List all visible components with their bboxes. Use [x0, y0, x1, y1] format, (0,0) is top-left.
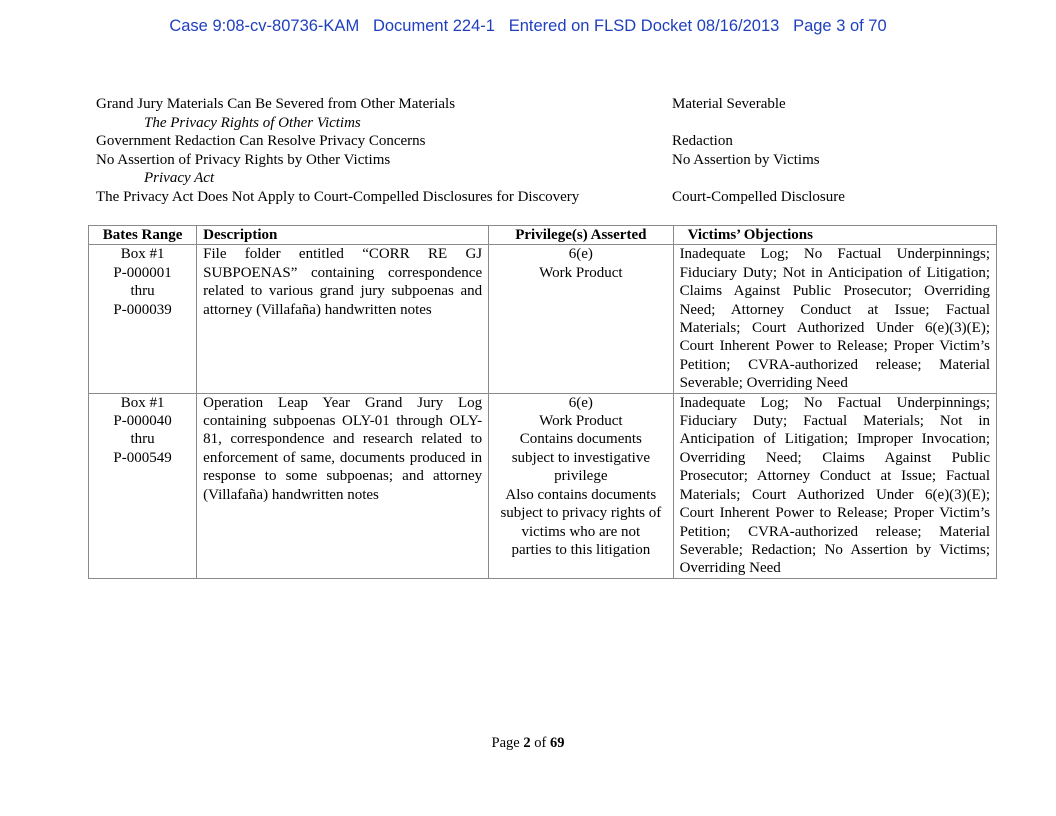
- header-document: Document 224-1: [372, 17, 495, 35]
- bates-line: P-000001: [113, 264, 172, 281]
- privilege-line: Contains documents: [519, 431, 642, 448]
- bates-range-cell: [89, 393, 197, 578]
- privilege-line: Also contains documents: [505, 486, 657, 503]
- privilege-line: Work Product: [539, 264, 623, 281]
- outline-row: [96, 188, 996, 207]
- privilege-line: 6(e): [568, 246, 593, 263]
- header-victims-objections: Victims’ Objections: [673, 226, 996, 245]
- header-entered: Entered on FLSD Docket 08/16/2013: [508, 17, 780, 35]
- bates-line: P-000040: [113, 413, 172, 430]
- privileges-cell: [489, 245, 673, 393]
- privileges-cell: [489, 393, 673, 578]
- bates-line: P-000549: [113, 449, 172, 466]
- footer-of: of: [534, 735, 547, 751]
- outline-subheading: The Privacy Rights of Other Victims: [144, 114, 361, 131]
- header-case: Case 9:08-cv-80736-KAM: [169, 17, 360, 35]
- outline-label: Material Severable: [672, 96, 786, 112]
- privilege-line: victims who are not: [521, 523, 641, 540]
- bates-line: thru: [130, 283, 155, 300]
- outline-row: [96, 114, 996, 133]
- footer-current-page: 2: [523, 735, 531, 751]
- bates-line: Box #1: [120, 246, 165, 263]
- privilege-line: parties to this litigation: [511, 541, 651, 558]
- bates-line: thru: [130, 431, 155, 448]
- outline-row: [96, 151, 996, 170]
- privilege-line: 6(e): [568, 394, 593, 411]
- objections-cell: Inadequate Log; No Factual Underpinnings; Fiduciary Duty; Not in Anticipation of Litigation; Claims Against Public Prosecutor; Overriding Need; Attorney Conduct at Issue; Factual Materials; Court Authorized Under 6(e)(3)(E); Court Inherent Power to Release; Proper Victim’s Petition; CVRA-authorized release; Material Severable; Overriding Need: [673, 245, 996, 393]
- footer-prefix: Page: [491, 735, 520, 751]
- bates-line: P-000039: [113, 301, 172, 318]
- objection-outline: [96, 95, 996, 206]
- docket-header: [0, 17, 1056, 36]
- header-bates-range: Bates Range: [89, 226, 197, 245]
- description-cell: Operation Leap Year Grand Jury Log containing subpoenas OLY-01 through OLY-81, correspondence and research related to enforcement of same, documents produced in response to some subpoenas; and attorney (Villafaña) handwritten notes: [197, 393, 489, 578]
- outline-subheading: Privacy Act: [144, 170, 215, 186]
- description-cell: File folder entitled “CORR RE GJ SUBPOENAS” containing correspondence related to various grand jury subpoenas and attorney (Villafaña) handwritten notes: [197, 245, 489, 393]
- outline-row: [96, 95, 996, 114]
- table-row: [89, 393, 997, 578]
- header-privileges: Privilege(s) Asserted: [489, 226, 673, 245]
- privilege-log-table: [88, 225, 997, 579]
- footer-total-pages: 69: [549, 735, 565, 751]
- outline-label: Redaction: [672, 133, 733, 149]
- page-footer: [0, 735, 1056, 752]
- privilege-line: privilege: [554, 468, 608, 485]
- outline-heading: No Assertion of Privacy Rights by Other Victims: [96, 151, 391, 168]
- outline-row: [96, 169, 996, 188]
- outline-row: [96, 132, 996, 151]
- outline-heading: Grand Jury Materials Can Be Severed from Other Materials: [96, 96, 456, 112]
- outline-label: Court-Compelled Disclosure: [672, 188, 845, 205]
- privilege-line: subject to investigative: [511, 449, 650, 466]
- bates-range-cell: [89, 245, 197, 393]
- header-description: Description: [197, 226, 489, 245]
- bates-line: Box #1: [120, 394, 165, 411]
- privilege-line: Work Product: [539, 413, 623, 430]
- table-header-row: [89, 226, 997, 245]
- outline-label: No Assertion by Victims: [672, 151, 820, 168]
- objections-cell: Inadequate Log; No Factual Underpinnings; Fiduciary Duty; Factual Materials; Not in Anticipation of Litigation; Improper Invocation; Overriding Need; Claims Against Public Prosecutor; Attorney Conduct at Issue; Factual Materials; Court Authorized Under 6(e)(3)(E); Court Inherent Power to Release; Proper Victim’s Petition; CVRA-authorized release; Material Severable; Redaction; No Assertion by Victims; Overriding Need: [673, 393, 996, 578]
- privilege-line: subject to privacy rights of: [500, 505, 662, 522]
- table-row: [89, 245, 997, 393]
- outline-heading: Government Redaction Can Resolve Privacy Concerns: [96, 133, 426, 149]
- header-page: Page 3 of 70: [793, 17, 887, 35]
- outline-heading: The Privacy Act Does Not Apply to Court-Compelled Disclosures for Discovery: [96, 188, 580, 205]
